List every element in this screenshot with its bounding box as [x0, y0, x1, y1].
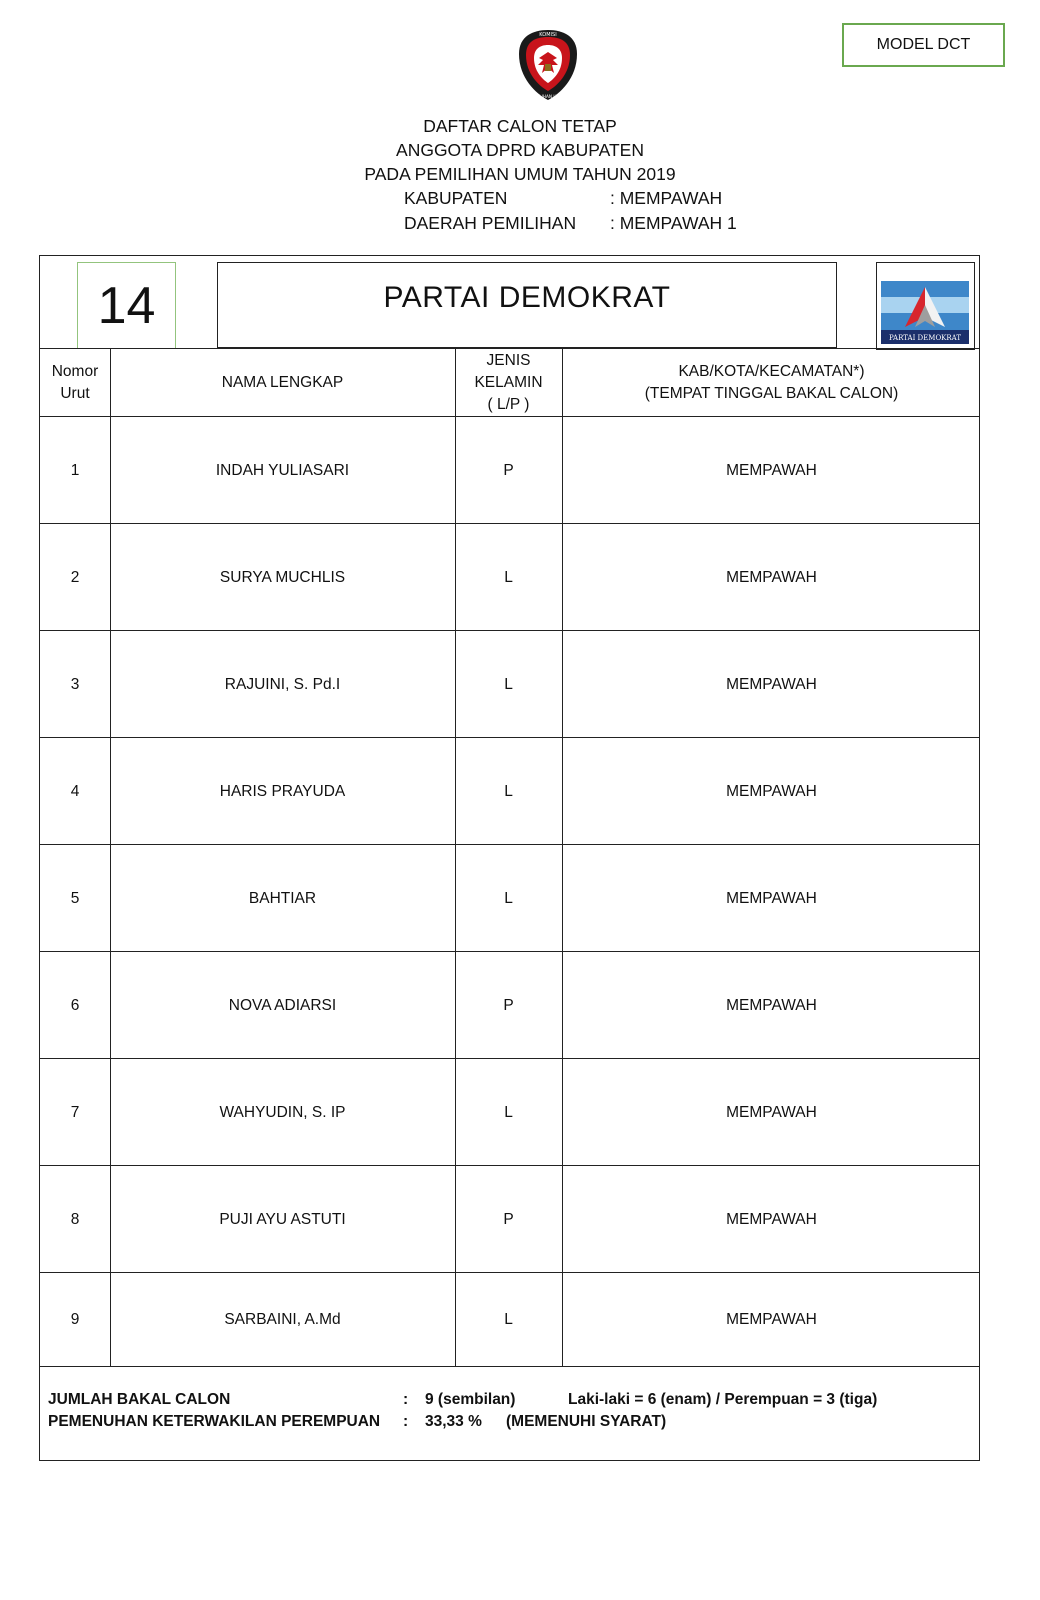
table-row: [40, 845, 979, 952]
header-title-line3: PADA PEMILIHAN UMUM TAHUN 2019: [364, 164, 676, 184]
table-row: [40, 738, 979, 845]
dapil-label: DAERAH PEMILIHAN: [404, 213, 577, 233]
candidate-place: MEMPAWAH: [726, 1210, 817, 1228]
model-label: MODEL DCT: [876, 36, 971, 53]
model-dct-box: [842, 23, 1005, 67]
row-number: 9: [70, 1310, 80, 1328]
party-logo-box: [876, 262, 975, 350]
candidate-place: MEMPAWAH: [726, 461, 817, 479]
col-header-gender-line1: JENIS: [486, 351, 531, 369]
candidate-place: MEMPAWAH: [726, 889, 817, 907]
candidate-place: MEMPAWAH: [726, 568, 817, 586]
col-header-name: [110, 349, 455, 416]
candidate-gender: L: [504, 675, 513, 693]
table-row: [40, 417, 979, 524]
header-title-line2: ANGGOTA DPRD KABUPATEN: [396, 140, 644, 160]
candidate-gender: P: [503, 996, 514, 1014]
header-title-line1: DAFTAR CALON TETAP: [423, 116, 617, 136]
partai-demokrat-logo: [881, 267, 969, 344]
dapil-value: : MEMPAWAH 1: [610, 213, 737, 233]
col-header-place-line1: KAB/KOTA/KECAMATAN*): [678, 362, 865, 380]
women-status: (MEMENUHI SYARAT): [506, 1413, 667, 1430]
candidate-gender: L: [504, 568, 513, 586]
candidate-name: BAHTIAR: [248, 889, 317, 907]
party-number-box: [77, 262, 176, 349]
col-header-no: [40, 349, 110, 416]
row-number: 8: [70, 1210, 80, 1228]
row-number: 4: [70, 782, 80, 800]
candidate-name: SARBAINI, A.Md: [224, 1310, 341, 1328]
table-row: [40, 1166, 979, 1273]
candidate-gender: P: [503, 1210, 514, 1228]
col-header-no-line2: Urut: [60, 384, 90, 402]
col-header-gender-line2: KELAMIN: [474, 373, 543, 391]
divider: [40, 1366, 979, 1367]
table-row: [40, 524, 979, 631]
kpu-seal-logo: [515, 28, 581, 102]
party-name-box: [217, 262, 837, 348]
seal-top-text: KOMISI: [539, 32, 557, 38]
candidate-place: MEMPAWAH: [726, 1310, 817, 1328]
party-number: 14: [97, 276, 156, 335]
candidate-place: MEMPAWAH: [726, 996, 817, 1014]
total-value: 9 (sembilan): [425, 1391, 516, 1408]
candidate-gender: L: [504, 889, 513, 907]
row-number: 7: [70, 1103, 80, 1121]
candidate-gender: L: [504, 1310, 513, 1328]
total-colon: :: [403, 1391, 409, 1408]
seal-bottom-text: PEMILIHAN UMUM: [529, 94, 567, 99]
table-row: [40, 952, 979, 1059]
candidate-gender: P: [503, 461, 514, 479]
candidate-gender: L: [504, 1103, 513, 1121]
candidate-place: MEMPAWAH: [726, 675, 817, 693]
col-header-gender-line3: ( L/P ): [487, 395, 530, 413]
table-row: [40, 1273, 979, 1366]
women-representation-label: PEMENUHAN KETERWAKILAN PEREMPUAN: [48, 1413, 381, 1430]
logo-text: PARTAI DEMOKRAT: [888, 334, 962, 342]
candidate-name: NOVA ADIARSI: [228, 996, 337, 1014]
party-name: PARTAI DEMOKRAT: [383, 281, 671, 314]
women-percentage: 33,33 %: [425, 1413, 482, 1430]
candidate-name: SURYA MUCHLIS: [219, 568, 346, 586]
candidate-table: [39, 255, 980, 1461]
row-number: 2: [70, 568, 80, 586]
row-number: 1: [70, 461, 80, 479]
table-row: [40, 631, 979, 738]
table-row: [40, 1059, 979, 1166]
candidate-place: MEMPAWAH: [726, 782, 817, 800]
col-header-no-line1: Nomor: [51, 362, 99, 380]
candidate-name: PUJI AYU ASTUTI: [219, 1210, 346, 1228]
women-colon: :: [403, 1413, 409, 1430]
kabupaten-label: KABUPATEN: [404, 188, 508, 208]
gender-split: Laki-laki = 6 (enam) / Perempuan = 3 (tiga): [568, 1391, 878, 1408]
candidate-place: MEMPAWAH: [726, 1103, 817, 1121]
col-header-name-label: NAMA LENGKAP: [221, 373, 344, 391]
candidate-name: WAHYUDIN, S. IP: [219, 1103, 346, 1121]
row-number: 6: [70, 996, 80, 1014]
candidate-gender: L: [504, 782, 513, 800]
col-header-place: [562, 349, 981, 416]
candidate-name: INDAH YULIASARI: [215, 461, 350, 479]
kabupaten-value: : MEMPAWAH: [610, 188, 723, 208]
col-header-gender: [455, 349, 562, 416]
candidate-name: RAJUINI, S. Pd.I: [224, 675, 341, 693]
col-header-place-line2: (TEMPAT TINGGAL BAKAL CALON): [644, 384, 899, 402]
row-number: 5: [70, 889, 80, 907]
row-number: 3: [70, 675, 80, 693]
candidate-name: HARIS PRAYUDA: [219, 782, 346, 800]
total-label: JUMLAH BAKAL CALON: [48, 1391, 231, 1408]
